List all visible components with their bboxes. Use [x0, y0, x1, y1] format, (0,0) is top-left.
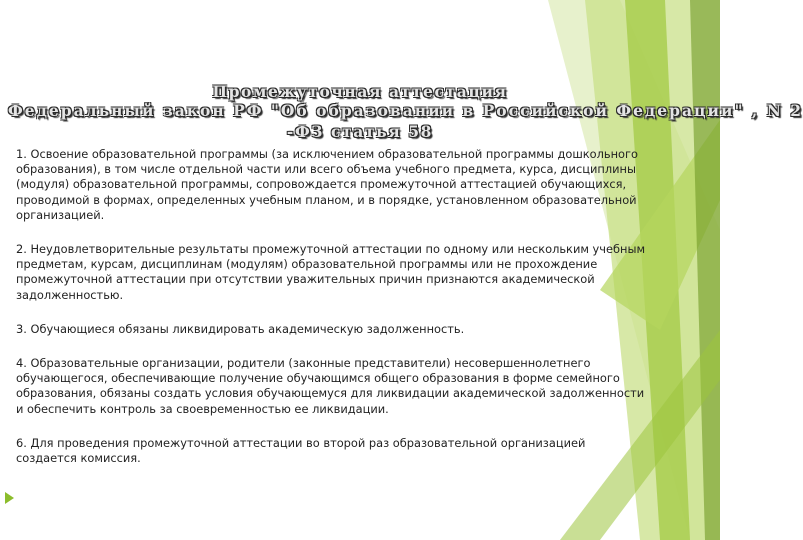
- paragraph-4: 4. Образовательные организации, родители (законные представители) несовершеннолетнего обучающегося, обеспечивающие получение обучающимся общего образования в форме семейного образования, обязаны создать условия обучающемуся для ликвидации академической задолженности и обеспечить контроль за своевременностью ее ликвидации.: [16, 356, 645, 416]
- title-line-3: -ФЗ статья 58: [286, 122, 434, 141]
- bullet-arrow-icon: [5, 492, 14, 504]
- paragraph-1: 1. Освоение образовательной программы (за исключением образовательной программы дошкольного образования), в том числе отдельной части или всего объема учебного предмета, курса, дисциплины (модуля) образовательной программы, сопровождается промежуточной аттестацией обучающихся, проводимой в формах, определенных учебным планом, и в порядке, установленном образовательной организацией.: [16, 147, 638, 222]
- paragraph-6: 6. Для проведения промежуточной аттестации во второй раз образовательной организацией создается комиссия.: [16, 435, 586, 466]
- paragraph-2: 2. Неудовлетворительные результаты промежуточной аттестации по одному или нескольким учебным предметам, курсам, дисциплинам (модулям) образовательной программы или не прохождение промежуточной аттестации при отсутствии уважительных причин признаются академической задолженностью.: [16, 242, 646, 302]
- title-line-2: Федеральный закон РФ "Об образовании в Российской Федерации" , N 2: [8, 101, 803, 120]
- title-line-1: Промежуточная аттестация: [212, 82, 508, 101]
- body-text: [16, 147, 646, 485]
- paragraph-3: 3. Обучающиеся обязаны ликвидировать академическую задолженность.: [16, 321, 465, 336]
